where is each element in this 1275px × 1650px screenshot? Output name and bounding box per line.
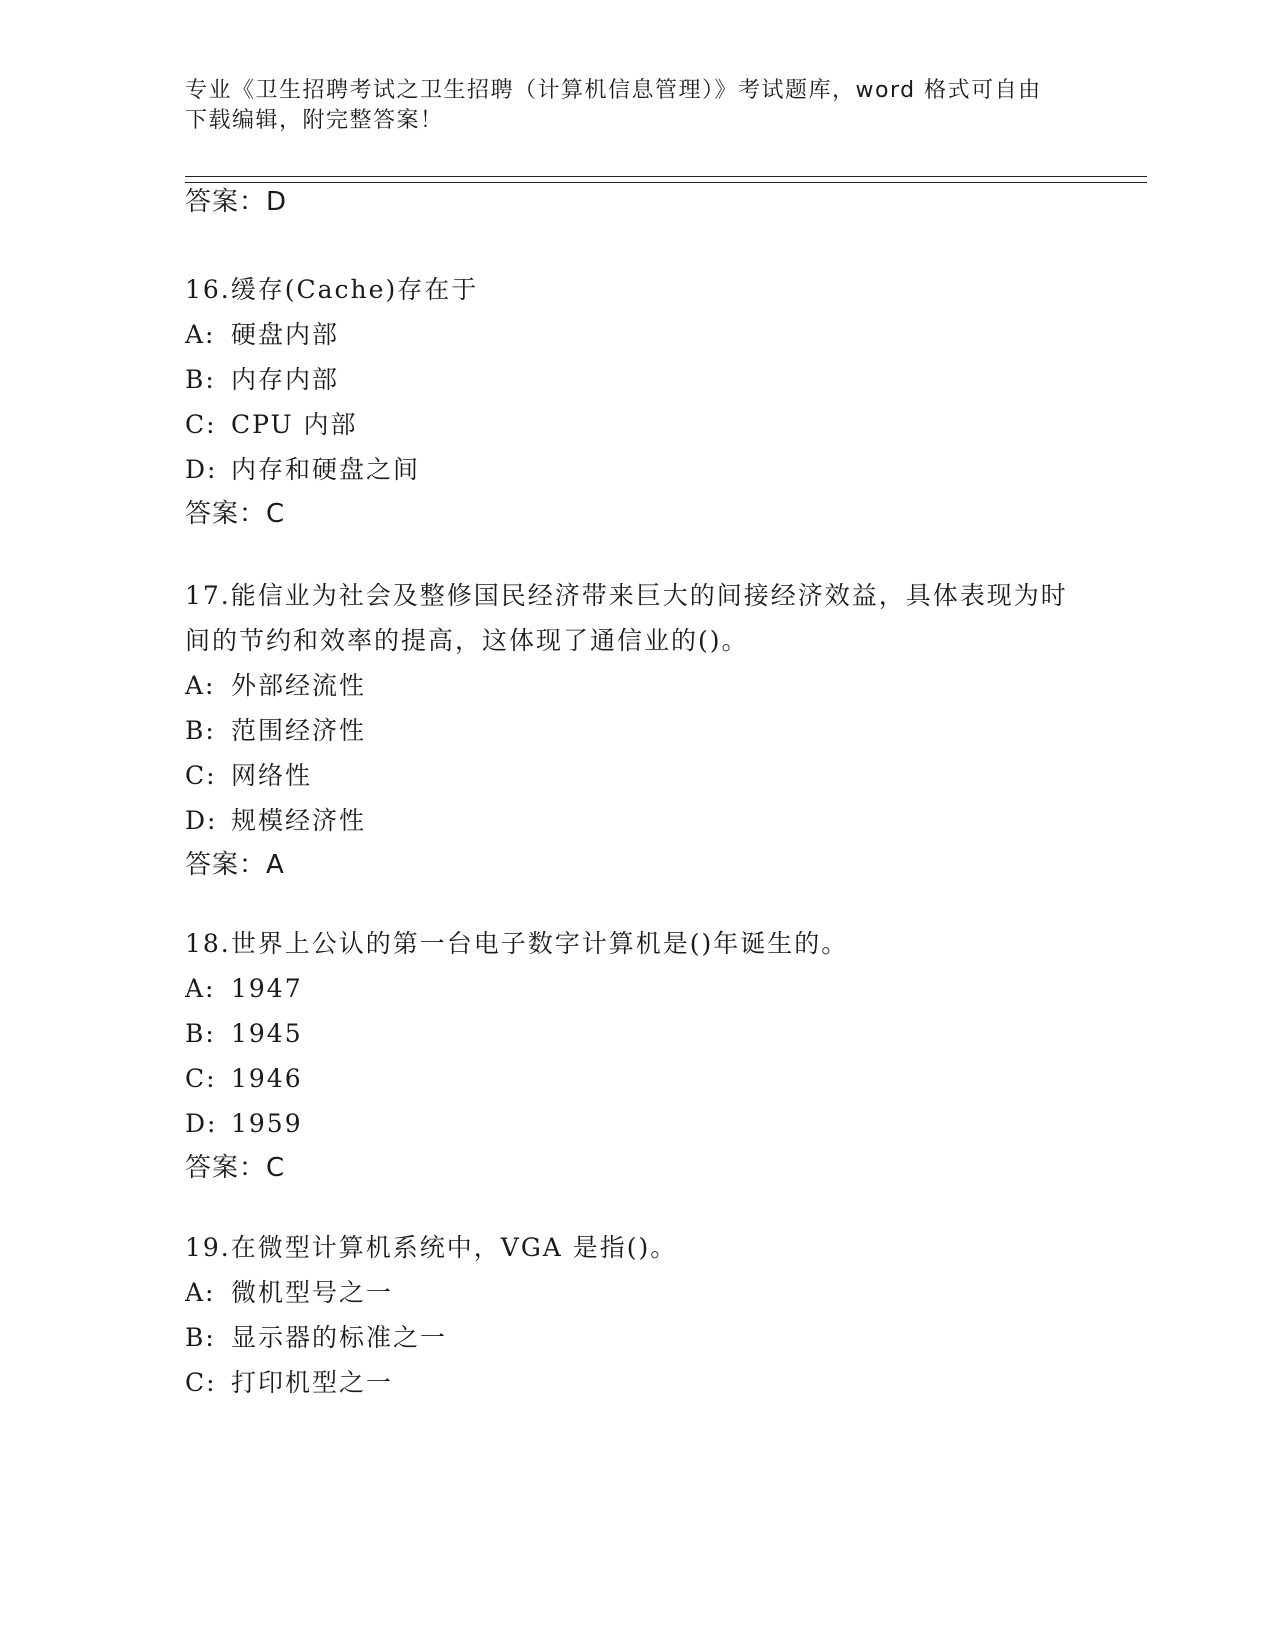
option-label: B: xyxy=(185,1019,216,1048)
document-header: 专业《卫生招聘考试之卫生招聘（计算机信息管理）》考试题库，word 格式可自由下载编辑，附完整答案！ xyxy=(185,78,1042,133)
option-text: 内存和硬盘之间 xyxy=(231,455,421,484)
option-label: B: xyxy=(185,365,216,394)
option-label: D: xyxy=(185,1109,218,1138)
option-c xyxy=(185,1056,1085,1101)
option-a xyxy=(185,966,1085,1011)
option-c xyxy=(185,1360,1085,1405)
option-label: C: xyxy=(185,1368,217,1397)
answer-line: 答案：C xyxy=(185,1153,286,1183)
header-divider-top xyxy=(185,176,1147,177)
option-text: 外部经流性 xyxy=(231,671,367,700)
option-label: C: xyxy=(185,410,217,439)
question-stem: 19.在微型计算机系统中，VGA 是指()。 xyxy=(185,1233,678,1262)
option-c xyxy=(185,753,1085,798)
option-label: C: xyxy=(185,1064,217,1093)
option-label: A: xyxy=(185,671,216,700)
option-label: A: xyxy=(185,974,216,1003)
option-a xyxy=(185,1270,1085,1315)
option-label: B: xyxy=(185,1323,216,1352)
option-b xyxy=(185,708,1085,753)
option-text: CPU 内部 xyxy=(231,410,358,439)
option-b xyxy=(185,1011,1085,1056)
question-stem: 16.缓存(Cache)存在于 xyxy=(185,275,479,304)
option-d xyxy=(185,447,1085,492)
previous-question-tail xyxy=(185,180,1085,225)
option-text: 1945 xyxy=(231,1019,303,1048)
option-text: 打印机型之一 xyxy=(231,1368,394,1397)
option-text: 显示器的标准之一 xyxy=(231,1323,448,1352)
option-a xyxy=(185,663,1085,708)
option-text: 1947 xyxy=(231,974,303,1003)
option-text: 范围经济性 xyxy=(231,716,367,745)
question-stem: 18.世界上公认的第一台电子数字计算机是()年诞生的。 xyxy=(185,929,849,958)
question-stem: 17.能信业为社会及整修国民经济带来巨大的间接经济效益，具体表现为时间的节约和效率的提高，这体现了通信业的()。 xyxy=(185,581,1068,655)
option-label: C: xyxy=(185,761,217,790)
question-18 xyxy=(185,921,1085,1191)
option-text: 规模经济性 xyxy=(231,806,367,835)
option-c xyxy=(185,402,1085,447)
question-17 xyxy=(185,573,1085,888)
option-text: 1946 xyxy=(231,1064,303,1093)
option-label: D: xyxy=(185,455,218,484)
option-text: 内存内部 xyxy=(231,365,340,394)
option-text: 1959 xyxy=(231,1109,303,1138)
option-b xyxy=(185,1315,1085,1360)
option-label: A: xyxy=(185,1278,216,1307)
option-text: 网络性 xyxy=(231,761,313,790)
answer-line: 答案：C xyxy=(185,499,286,529)
option-a xyxy=(185,312,1085,357)
option-b xyxy=(185,357,1085,402)
option-label: A: xyxy=(185,320,216,349)
option-label: D: xyxy=(185,806,218,835)
option-d xyxy=(185,798,1085,843)
option-d xyxy=(185,1101,1085,1146)
question-16 xyxy=(185,267,1085,537)
option-text: 微机型号之一 xyxy=(231,1278,394,1307)
option-text: 硬盘内部 xyxy=(231,320,340,349)
answer-line: 答案：A xyxy=(185,850,285,880)
answer-line: 答案：D xyxy=(185,187,288,217)
option-label: B: xyxy=(185,716,216,745)
question-19 xyxy=(185,1225,1085,1405)
